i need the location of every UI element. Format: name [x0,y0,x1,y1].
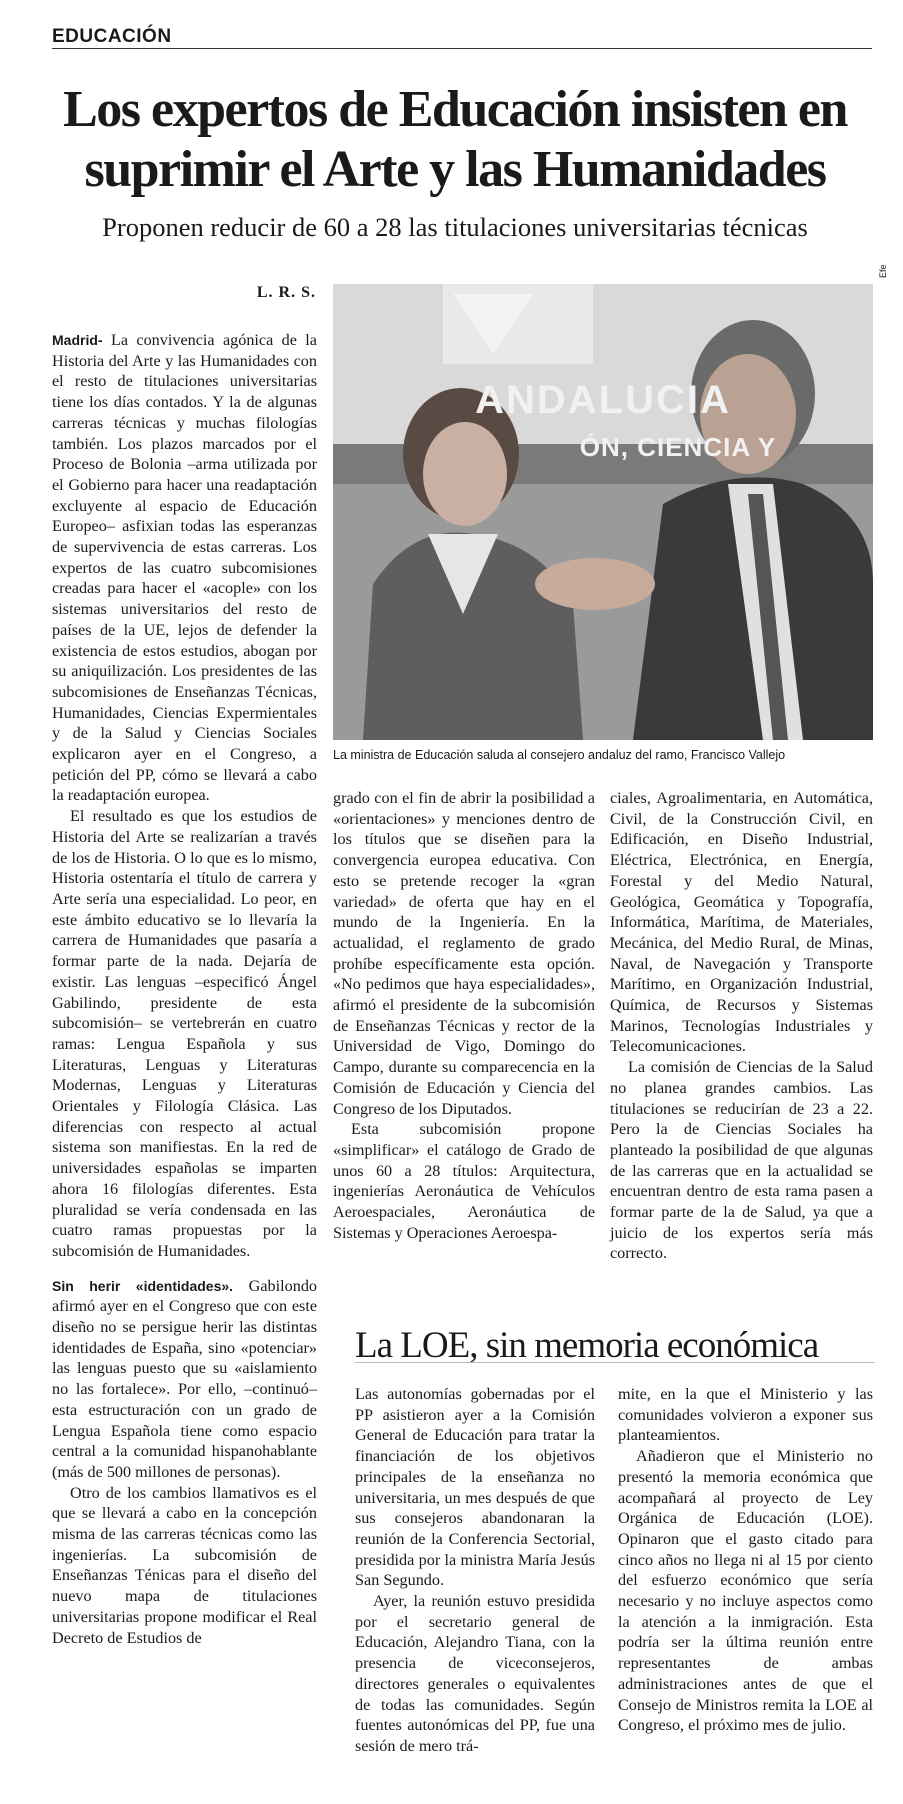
photo-caption: La ministra de Educación saluda al consejero andaluz del ramo, Francisco Vallejo [333,748,786,762]
byline: L. R. S. [256,284,316,301]
photo-credit: Efe [878,264,888,278]
photo-illustration [333,284,873,740]
paragraph-3 [52,1276,317,1483]
col2-paragraph-1: grado con el fin de abrir la posibilidad a «orientaciones» y menciones dentro de los títulos que se diseñen para la convergencia europea educativa. Con esto se pretende recoger la «gran variedad» de oferta que hay en el mundo de la Ingeniería. En la actualidad, el reglamento de grado prohíbe específicamente esta opción. «No pedimos que haya especialidades», afirmó el presidente de la subcomisión de Enseñanzas Técnicas y rector de la Universidad de Vigo, Domingo do Campo, durante su comparecencia en la Comisión de Educación y Ciencia del Congreso de los Diputados. [333,789,595,1118]
article-column-2 [333,788,595,1243]
article-column-1 [52,330,317,1648]
sidebar-paragraph-4: Añadieron que el Ministerio no presentó la memoria económica que acompañará al proyecto de Ley Orgánica de Educación (LOE). Opinaron que el gasto citado para cinco años no llega ni al 15 por ciento del esfuerzo económico que sería necesario y no incluye aspectos como la atención a la inmigración. Esta podría ser la última reunión entre representantes de ambas administraciones antes de que el Consejo de Ministros remita la LOE al Congreso, el próximo mes de julio. [618,1447,873,1735]
subheadline: Proponen reducir de 60 a 28 las titulaciones universitarias técnicas [102,212,808,242]
paragraph-1 [52,330,317,806]
sidebar-paragraph-1: Las autonomías gobernadas por el PP asistieron ayer a la Comisión General de Educación para tratar la financiación de los objetivos principales de la enseñanza no universitaria, un mes después de que sus consejeros abandonaran la reunión de la Conferencia Sectorial, presidida por la ministra María Jesús San Segundo. [355,1385,595,1590]
dateline: Madrid- [52,332,103,348]
paragraph-2: El resultado es que los estudios de Historia del Arte se realizarían a través de los de Historia. O lo que es lo mismo, Historia ostentaría el título de carrera y Arte sería una especialidad. Lo peor, en este ámbito educativo se lo llevaría la carrera de Humanidades que pasaría a formar parte de la nada. Dejaría de existir. Las lenguas –especificó Ángel Gabilindo, presidente de esta subcomisión– se vertebrerán en cuatro ramas: Lengua Española y sus Literaturas, Lenguas y Literaturas Modernas, Lenguas y Literaturas Orientales y Filología Clásica. Las diferencias con respecto al actual sistema son manifiestas. En la red de universidades españolas se imparten ahora 16 filologías diferentes. Esta pluralidad se vería condensada en las cuatro ramas propuestas por la subcomisión de Humanidades. [52,807,317,1260]
section-label: EDUCACIÓN [52,26,172,47]
article-column-3 [610,788,873,1264]
news-photo [333,284,873,740]
sidebar-rule [355,1362,875,1363]
section-rule [52,48,872,49]
col3-paragraph-2: La comisión de Ciencias de la Salud no planea grandes cambios. Las titulaciones se reducirían de 23 a 22. Pero la de Ciencias Sociales ha planteado la posibilidad de que algunas de las carreras que en la actualidad se encuentran dentro de esta rama pasen a formar parte de la de Salud, ya que a juicio de los expertos sería más correcto. [610,1058,873,1263]
col2-paragraph-2: Esta subcomisión propone «simplificar» el catálogo de Grado de unos 60 a 28 títulos: Arquitectura, ingenierías Aeronáutica de Vehículos Aeroespaciales, Aeronáutica de Sistemas y Operaciones Aeroespa- [333,1120,595,1242]
paragraph-3-text: Gabilondo afirmó ayer en el Congreso que con este diseño no se persigue herir las distintas identidades de España, sino «potenciar» las lenguas puesto que su «aislamiento no las fortalece». Por ello, –continuó– esta estructuración con un grado de Lengua Española tiene como espacio central a la comunidad hispanohablante (más de 500 millones de personas). [52,1276,318,1481]
paragraph-1-text: La convivencia agónica de la Historia del Arte y las Humanidades con el resto de titulaciones universitarias tiene los días contados. Y la de algunas carreras técnicas y muchas filologías también. Los plazos marcados por el Proceso de Bolonia –arma utilizada por el Gobierno para hacer una readaptación excluyente al espacio de Educación Europeo– asfixian todas las esperanzas de supervivencia de estas carreras. Los expertos de las cuatro subcomisiones creadas para hacer el «acople» con los sistemas universitarios del resto de países de la UE, lejos de defender la existencia de estos estudios, abogan por su aniquilización. Los presidentes de las subcomisiones de Enseñanzas Técnicas, Humanidades, Ciencias Expermientales y de la Salud y Ciencias Sociales explicaron ayer en el Congreso, a petición del PP, cómo se llevará a cabo la readaptación europea. [52,331,317,805]
sidebar-column-2 [618,1384,873,1736]
headline-line-2: suprimir el Arte y las Humanidades [84,141,826,198]
sidebar-paragraph-2: Ayer, la reunión estuvo presidida por el secretario general de Educación, Alejandro Tiana, con la presencia de viceconsejeros, directores generales o equivalentes de todas las comunidades. Según fuentes autonómicas del PP, fue una sesión de mero trá- [355,1592,595,1755]
subhead-identidades: Sin herir «identidades». [52,1277,234,1294]
headline-line-1: Los expertos de Educación insisten en [63,81,847,138]
photo-sign-line-2: ÓN, CIENCIA Y [579,432,777,462]
paragraph-4: Otro de los cambios llamativos es el que se llevará a cabo en la concepción misma de las carreras técnicas como las ingenierías. La subcomisión de Enseñanzas Ténicas para el diseño del nuevo mapa de titulaciones universitarias propone modificar el Real Decreto de Estudios de [52,1483,317,1647]
sidebar-column-1 [355,1384,595,1757]
sidebar-paragraph-3: mite, en la que el Ministerio y las comunidades volvieron a exponer sus planteamientos. [618,1385,873,1445]
photo-sign-line-1: ANDALUCIA [475,378,731,422]
sidebar-title: La LOE, sin memoria económica [355,1325,819,1366]
col3-paragraph-1: ciales, Agroalimentaria, en Automática, Civil, de la Construcción Civil, en Edificación, en Diseño Industrial, Eléctrica, Electrónica, en Energía, Forestal y del Medio Natural, Geológica, Geomática y Topografía, Informática, Marítima, de Materiales, Mecánica, del Medio Rural, de Minas, Naval, de Navegación y Transporte Marítimo, en Organización Industrial, Química, de Recursos y Sistemas Marinos, Tecnologías Industriales y Telecomunicaciones. [610,789,873,1056]
